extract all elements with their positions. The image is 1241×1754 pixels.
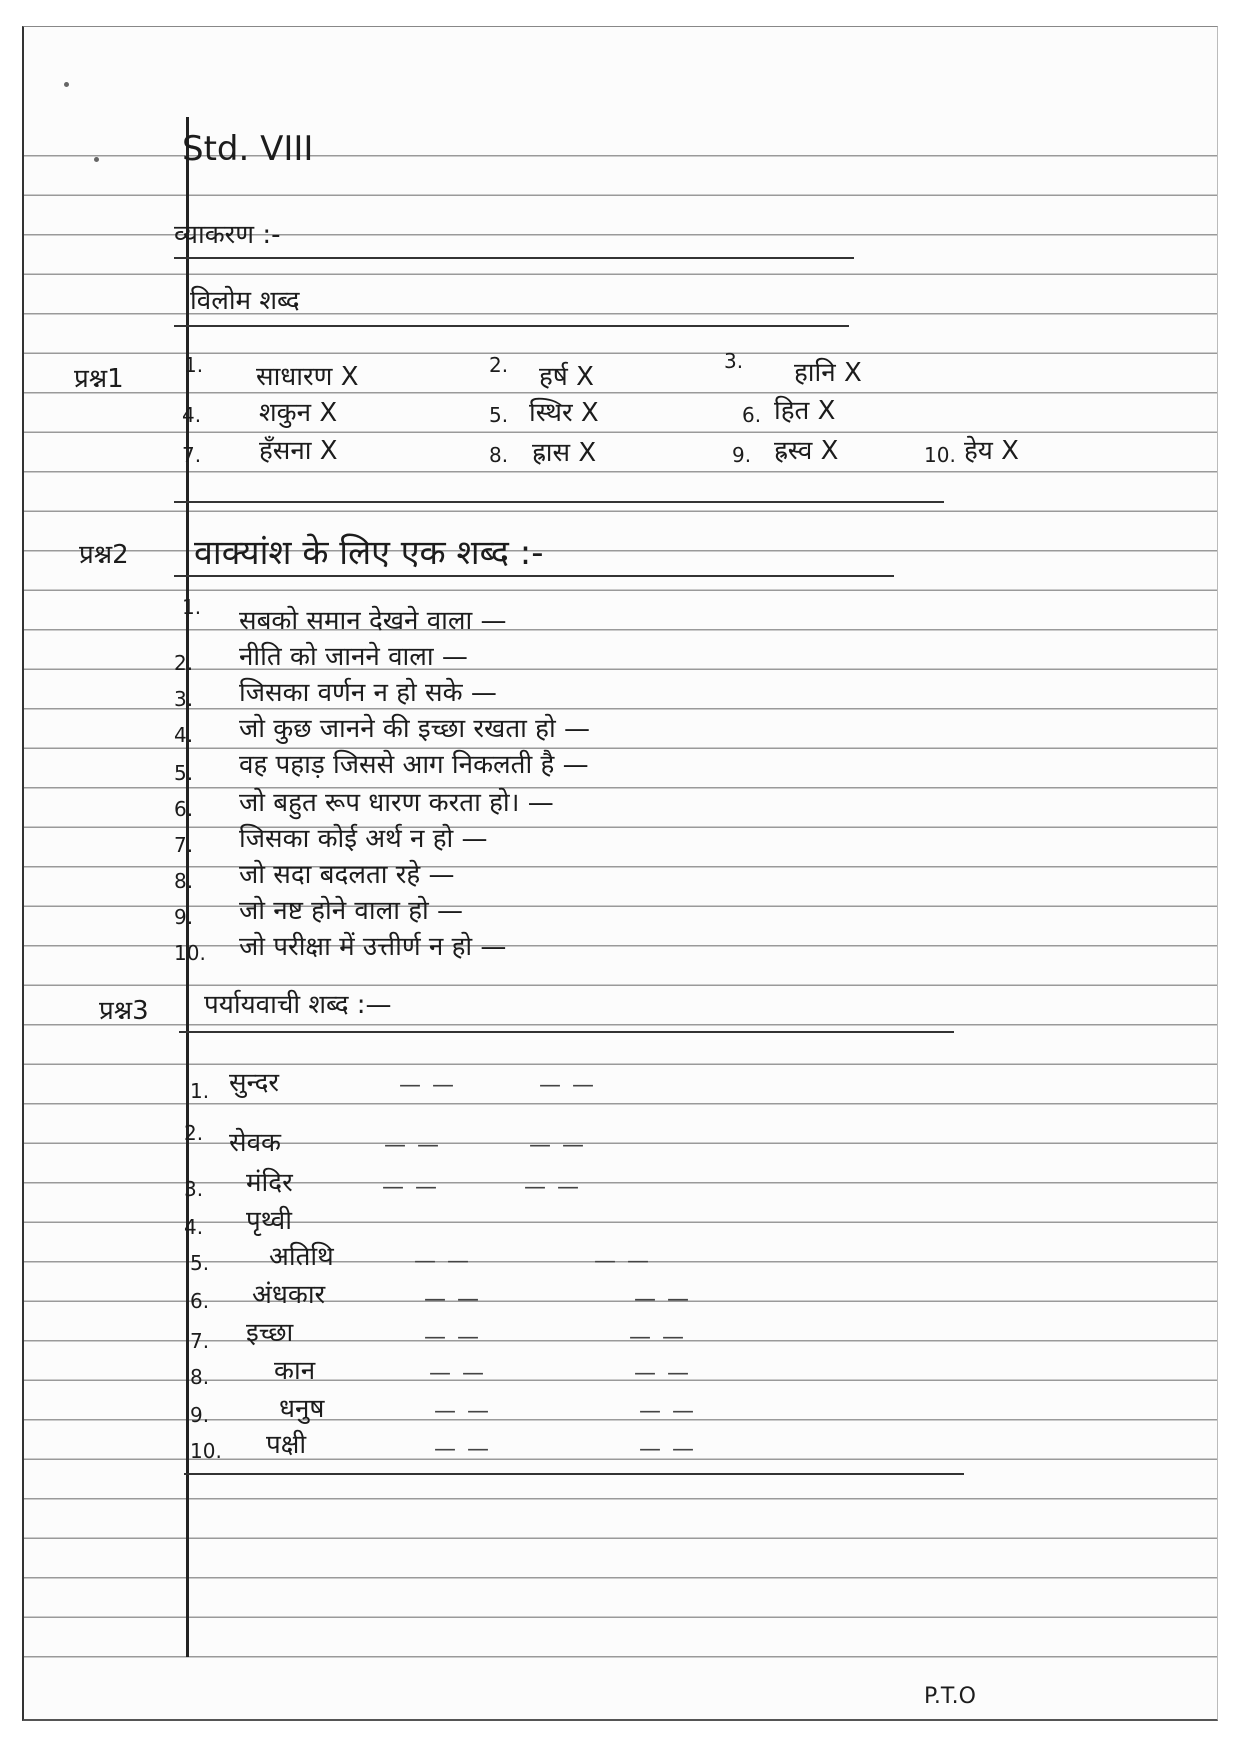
q1-item-number: 9.	[732, 443, 752, 467]
q2-item-text: जो कुछ जानने की इच्छा रखता हो —	[239, 714, 590, 744]
answer-blank: — —	[594, 1249, 651, 1274]
q1-item-number: 8.	[489, 443, 509, 467]
section-divider	[184, 1473, 964, 1475]
answer-blank: — —	[634, 1287, 691, 1312]
q2-item-number: 1.	[182, 595, 202, 619]
answer-blank: — —	[414, 1249, 471, 1274]
heading-underline	[174, 257, 854, 259]
q3-item-word: पृथ्वी	[246, 1206, 292, 1236]
q3-item-word: मंदिर	[246, 1168, 293, 1198]
q3-item-word: अतिथि	[269, 1242, 334, 1272]
q3-item-word: इच्छा	[246, 1318, 294, 1348]
q2-item-text: जिसका वर्णन न हो सके —	[239, 678, 497, 708]
q3-item-number: 6.	[190, 1289, 210, 1313]
answer-blank: — —	[424, 1325, 481, 1350]
q1-item-word: हित X	[774, 396, 836, 426]
ink-spot	[64, 82, 69, 87]
q2-item-number: 4.	[174, 723, 194, 747]
q1-item-number: 7.	[182, 443, 202, 467]
q1-item-word: स्थिर X	[529, 398, 599, 428]
q3-heading: पर्यायवाची शब्द :—	[204, 990, 392, 1020]
answer-blank: — —	[529, 1133, 586, 1158]
answer-blank: — —	[429, 1361, 486, 1386]
q1-item-number: 6.	[742, 403, 762, 427]
antonym-heading: विलोम शब्द	[190, 286, 300, 316]
answer-blank: — —	[634, 1361, 691, 1386]
q3-item-word: सुन्दर	[229, 1068, 280, 1098]
ink-spot	[94, 157, 99, 162]
q1-item-word: हेय X	[964, 436, 1019, 466]
answer-blank: — —	[434, 1437, 491, 1462]
q1-item-number: 10.	[924, 443, 956, 467]
q2-item-number: 5.	[174, 761, 194, 785]
q3-item-word: कान	[274, 1356, 316, 1386]
q1-item-number: 1.	[184, 353, 204, 377]
pto-note: P.T.O	[924, 1684, 976, 1709]
q2-item-text: जिसका कोई अर्थ न हो —	[239, 824, 488, 854]
q2-item-number: 9.	[174, 905, 194, 929]
q2-item-number: 10.	[174, 941, 206, 965]
q1-item-word: हँसना X	[259, 436, 338, 466]
heading-underline	[179, 1031, 954, 1033]
q1-item-word: शकुन X	[259, 398, 338, 428]
answer-blank: — —	[639, 1399, 696, 1424]
q1-item-number: 2.	[489, 353, 509, 377]
answer-blank: — —	[639, 1437, 696, 1462]
q3-item-number: 10.	[190, 1439, 222, 1463]
q1-item-word: साधारण X	[256, 362, 359, 392]
q1-item-word: ह्रास X	[532, 438, 597, 468]
q1-item-number: 3.	[724, 349, 744, 373]
q2-item-text: जो परीक्षा में उत्तीर्ण न हो —	[239, 932, 507, 962]
q2-item-text: जो सदा बदलता रहे —	[239, 860, 455, 890]
grammar-heading: व्याकरण :-	[174, 220, 281, 250]
q1-item-number: 5.	[489, 403, 509, 427]
q2-item-number: 3.	[174, 687, 194, 711]
question-1-label: प्रश्न1	[74, 364, 124, 394]
q3-item-word: सेवक	[229, 1128, 282, 1158]
q2-item-text: वह पहाड़ जिससे आग निकलती है —	[239, 750, 589, 780]
heading-underline	[174, 575, 894, 577]
q3-item-word: धनुष	[279, 1394, 325, 1424]
answer-blank: — —	[539, 1073, 596, 1098]
q1-item-word: हानि X	[794, 358, 862, 388]
answer-blank: — —	[424, 1287, 481, 1312]
q3-item-number: 7.	[190, 1329, 210, 1353]
q2-item-number: 7.	[174, 833, 194, 857]
q3-item-number: 2.	[184, 1121, 204, 1145]
q2-item-number: 8.	[174, 869, 194, 893]
ruled-notebook-page	[22, 26, 1218, 1721]
q3-item-number: 3.	[184, 1177, 204, 1201]
q3-item-number: 8.	[190, 1365, 210, 1389]
q2-item-number: 6.	[174, 797, 194, 821]
q3-item-number: 5.	[190, 1251, 210, 1275]
answer-blank: — —	[629, 1325, 686, 1350]
answer-blank: — —	[524, 1175, 581, 1200]
heading-underline	[174, 325, 849, 327]
answer-blank: — —	[384, 1133, 441, 1158]
section-divider	[174, 501, 944, 503]
q2-item-number: 2.	[174, 651, 194, 675]
answer-blank: — —	[399, 1073, 456, 1098]
q3-item-number: 1.	[190, 1079, 210, 1103]
q2-item-text: जो बहुत रूप धारण करता हो। —	[239, 788, 554, 818]
question-3-label: प्रश्न3	[99, 996, 149, 1026]
q1-item-word: ह्रस्व X	[774, 436, 839, 466]
q2-item-text: जो नष्ट होने वाला हो —	[239, 896, 464, 926]
q3-item-number: 4.	[184, 1215, 204, 1239]
q2-item-text: नीति को जानने वाला —	[239, 642, 468, 672]
q2-item-text: सबको समान देखने वाला —	[239, 606, 507, 636]
question-2-label: प्रश्न2	[79, 540, 129, 570]
q3-item-word: पक्षी	[266, 1430, 307, 1460]
q3-item-word: अंधकार	[252, 1280, 326, 1310]
q1-item-number: 4.	[182, 403, 202, 427]
answer-blank: — —	[434, 1399, 491, 1424]
q3-item-number: 9.	[190, 1403, 210, 1427]
class-label: Std. VIII	[182, 129, 314, 169]
q1-item-word: हर्ष X	[539, 362, 594, 392]
q2-heading: वाक्यांश के लिए एक शब्द :-	[194, 533, 544, 573]
answer-blank: — —	[382, 1175, 439, 1200]
